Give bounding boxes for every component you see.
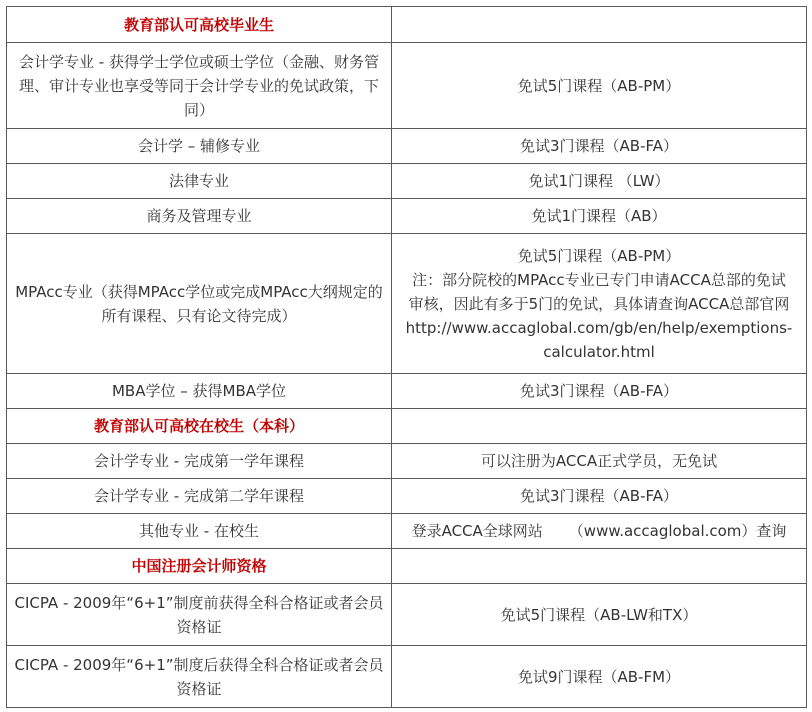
qualification-cell: CICPA - 2009年“6+1”制度前获得全科合格证或者会员资格证 [7, 584, 392, 646]
table-row [7, 584, 807, 646]
exemption-cell: 免试3门课程（AB-FA） [392, 479, 807, 514]
section-row [7, 7, 807, 43]
exemption-cell: 免试1门课程 （LW） [392, 164, 807, 199]
qualification-cell: 商务及管理专业 [7, 199, 392, 234]
table-row [7, 646, 807, 708]
table-row [7, 199, 807, 234]
table-row [7, 129, 807, 164]
qualification-cell: 其他专业 - 在校生 [7, 514, 392, 549]
qualification-cell: MBA学位 – 获得MBA学位 [7, 374, 392, 409]
exemption-summary: 免试5门课程（AB-PM） [517, 246, 681, 265]
qualification-cell: CICPA - 2009年“6+1”制度后获得全科合格证或者会员资格证 [7, 646, 392, 708]
note-url: http://www.accaglobal.com/gb/en/help/exemptions- [405, 318, 793, 337]
exemption-cell [392, 514, 807, 549]
section-title: 中国注册会计师资格 [7, 549, 392, 584]
qualification-cell: 法律专业 [7, 164, 392, 199]
exemption-link-text: （www.accaglobal.com）查询 [568, 522, 787, 540]
exemption-cell: 免试5门课程（AB-PM） [392, 43, 807, 129]
exemption-cell: 免试9门课程（AB-FM） [392, 646, 807, 708]
exemption-cell: 免试3门课程（AB-FA） [392, 374, 807, 409]
qualification-cell: 会计学专业 - 完成第二学年课程 [7, 479, 392, 514]
table-row [7, 234, 807, 374]
section-empty-cell [392, 409, 807, 444]
qualification-cell: 会计学专业 - 完成第一学年课程 [7, 444, 392, 479]
exemption-cell: 免试3门课程（AB-FA） [392, 129, 807, 164]
qualification-cell: 会计学 – 辅修专业 [7, 129, 392, 164]
qualification-cell: MPAcc专业（获得MPAcc学位或完成MPAcc大纲规定的所有课程、只有论文待完成） [7, 234, 392, 374]
table-row [7, 514, 807, 549]
table-row [7, 43, 807, 129]
exemption-cell: 免试5门课程（AB-LW和TX） [392, 584, 807, 646]
note-line: 注：部分院校的MPAcc专业已专门申请ACCA总部的免试 [412, 270, 786, 289]
exemption-text: 登录ACCA全球网站 [411, 522, 543, 540]
exemption-cell: 可以注册为ACCA正式学员，无免试 [392, 444, 807, 479]
table-row [7, 374, 807, 409]
table-row [7, 479, 807, 514]
exemptions-table [6, 6, 807, 708]
note-url: calculator.html [543, 342, 655, 361]
section-row [7, 409, 807, 444]
table-row [7, 164, 807, 199]
exemption-cell: 免试1门课程（AB） [392, 199, 807, 234]
section-empty-cell [392, 549, 807, 584]
note-line: 审核，因此有多于5门的免试，具体请查询ACCA总部官网 [408, 294, 790, 313]
exemption-cell [392, 234, 807, 374]
section-empty-cell [392, 7, 807, 43]
section-title: 教育部认可高校在校生（本科） [7, 409, 392, 444]
qualification-cell: 会计学专业 - 获得学士学位或硕士学位（金融、财务管理、审计专业也享受等同于会计学专业的免试政策，下同） [7, 43, 392, 129]
section-title: 教育部认可高校毕业生 [7, 7, 392, 43]
section-row [7, 549, 807, 584]
table-row [7, 444, 807, 479]
